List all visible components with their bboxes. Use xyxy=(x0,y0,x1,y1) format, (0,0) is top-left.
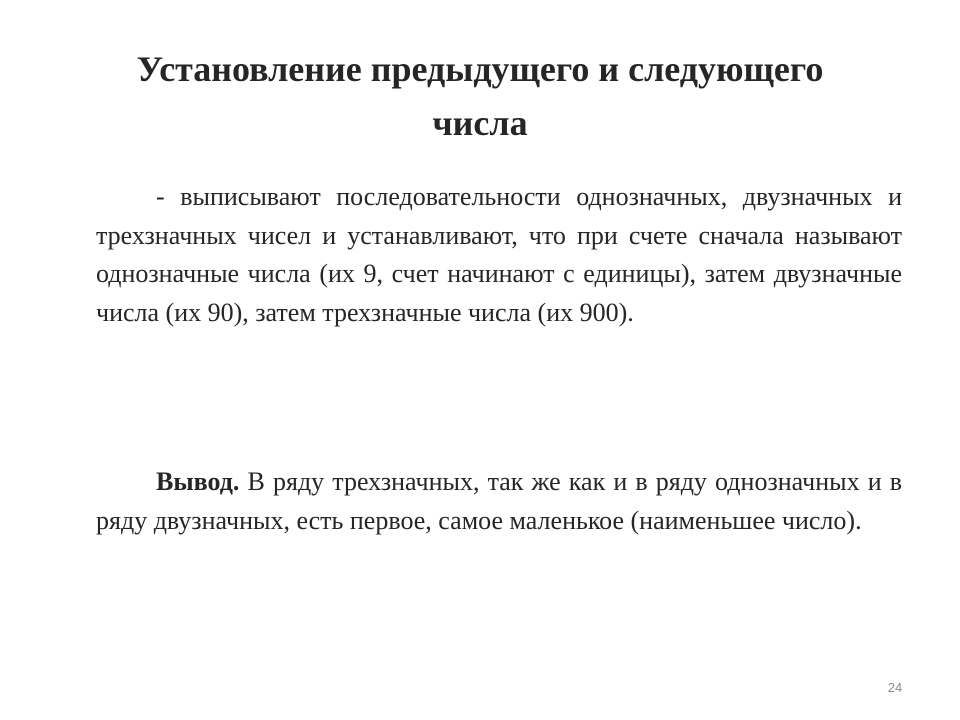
body-paragraph: - выписывают последовательности однозначных, двузначных и трехзначных чисел и устанавливают, что при счете сначала называют однозначные числа (их 9, счет начинают с единицы), затем двузначные числа (их 90), затем трехзначные числа (их 900). xyxy=(96,182,902,327)
slide-title xyxy=(40,42,920,150)
page-number: 24 xyxy=(887,680,903,695)
slide-title-line-2: числа xyxy=(432,103,528,143)
slide-title-line-1: Установление предыдущего и следующего xyxy=(136,49,824,89)
conclusion-paragraph xyxy=(96,463,902,540)
conclusion-text: В ряду трехзначных, так же как и в ряду однозначных и в ряду двузначных, есть первое, самое маленькое (наименьшее число). xyxy=(96,467,902,535)
conclusion-label: Вывод. xyxy=(156,467,240,496)
